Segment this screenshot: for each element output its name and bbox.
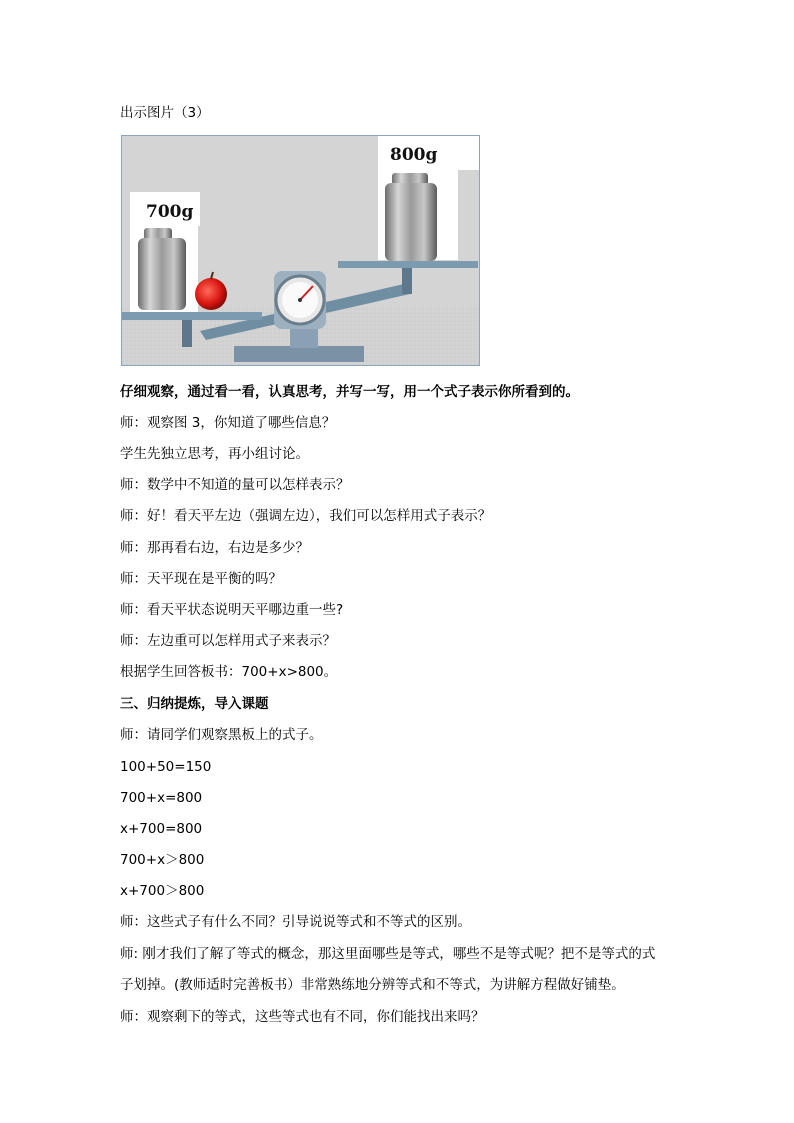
text-line: 师：那再看右边，右边是多少？ (120, 540, 309, 556)
section-heading: 三、归纳提炼，导入课题 (120, 696, 269, 712)
right-weight (385, 173, 437, 261)
text-line: 师: 刚才我们了解了等式的概念，那这里面哪些是等式，哪些不是等式呢？把不是等式的式 (120, 946, 656, 962)
text-line: 师：好！看天平左边（强调左边），我们可以怎样用式子表示？ (120, 508, 492, 524)
balance-scale-figure (121, 135, 480, 366)
text-line: 师：请同学们观察黑板上的式子。 (120, 727, 323, 743)
text-line: 子划掉。(教师适时完善板书）非常熟练地分辨等式和不等式，为讲解方程做好铺垫。 (120, 977, 625, 993)
text-line: 师：观察剩下的等式，这些等式也有不同，你们能找出来吗？ (120, 1009, 485, 1025)
left-weight-label: 700g (146, 202, 194, 222)
text-line: 师：这些式子有什么不同？引导说说等式和不等式的区别。 (120, 914, 471, 930)
text-line: 根据学生回答板书：700+x>800。 (120, 664, 338, 680)
text-line: 师：左边重可以怎样用式子来表示？ (120, 633, 336, 649)
text-line: 学生先独立思考，再小组讨论。 (120, 446, 309, 462)
text-line: 师：看天平状态说明天平哪边重一些? (120, 602, 344, 618)
right-pan (338, 261, 478, 268)
text-line: 师：观察图 3，你知道了哪些信息？ (120, 415, 336, 431)
formula-line: x+700＞800 (120, 883, 205, 899)
formula-line: 100+50=150 (120, 759, 212, 775)
formula-line: 700+x=800 (120, 790, 203, 806)
text-line: 师：数学中不知道的量可以怎样表示？ (120, 477, 350, 493)
formula-line: 700+x＞800 (120, 852, 205, 868)
text-line: 师：天平现在是平衡的吗？ (120, 571, 282, 587)
left-weight (138, 228, 186, 310)
right-weight-label: 800g (390, 145, 438, 165)
figure-caption: 出示图片（3） (120, 105, 210, 121)
scale-base (234, 346, 364, 362)
formula-line: x+700=800 (120, 821, 203, 837)
instruction-text: 仔细观察，通过看一看，认真思考，并写一写，用一个式子表示你所看到的。 (120, 384, 579, 400)
left-pan (122, 312, 262, 320)
